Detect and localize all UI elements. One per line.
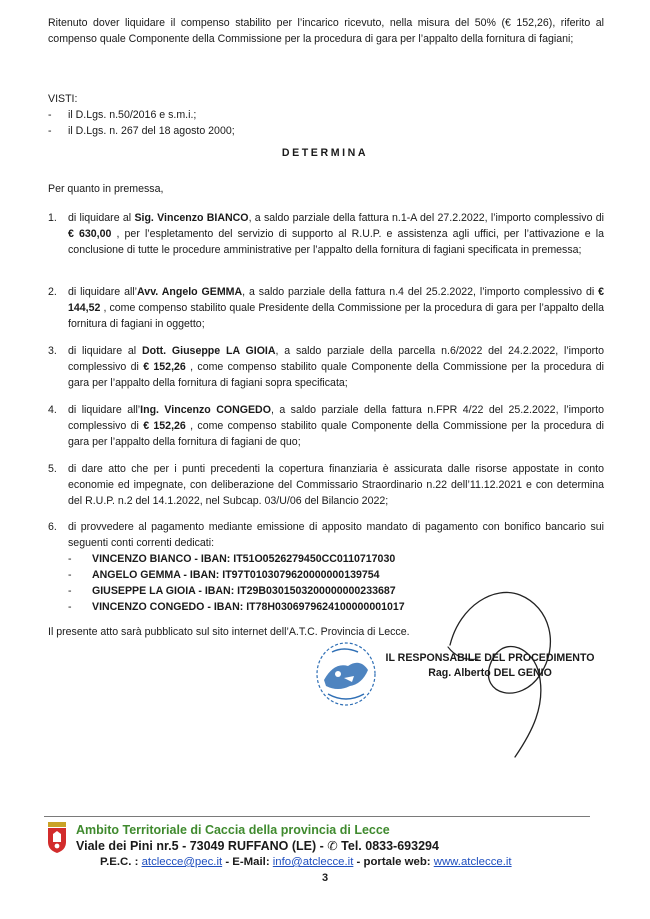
signature-block <box>380 651 600 681</box>
email-label: - E-Mail: <box>222 856 273 868</box>
pec-label: P.E.C. : <box>100 856 142 868</box>
amount: € 630,00 <box>68 228 112 240</box>
item-text-part: , come compenso stabilito quale Componente della Commissione per la procedura di gara per l’appalto della fornitura di fagiani de quo; <box>68 420 604 448</box>
publication-note: Il presente atto sarà pubblicato sul sito internet dell’A.T.C. Provincia di Lecce. <box>48 626 410 638</box>
amount: € 152,26 <box>143 420 186 432</box>
item-text-part: , a saldo parziale della fattura n.FPR 4/22 del 25.2.2022, l’importo complessivo di <box>68 404 604 432</box>
item-number: 3. <box>48 345 57 357</box>
item-number: 4. <box>48 404 57 416</box>
item-text-part: , come compenso stabilito quale Presidente della Commissione per la procedura di gara per l’appalto della fornitura di fagiani in oggetto; <box>68 302 604 330</box>
amount: € 152,26 <box>143 361 186 373</box>
item-text-part: , a saldo parziale della fattura n.4 del 25.2.2022, l’importo complessivo di <box>242 286 599 298</box>
premessa-line: Per quanto in premessa, <box>48 183 164 195</box>
item-number: 1. <box>48 212 57 224</box>
web-label: - portale web: <box>353 856 434 868</box>
amount: € 144,52 <box>68 286 604 314</box>
organization-name: Ambito Territoriale di Caccia della provincia di Lecce <box>76 823 390 837</box>
item-number: 5. <box>48 463 57 475</box>
website-link[interactable]: www.atclecce.it <box>433 856 512 868</box>
organization-contacts <box>76 854 576 870</box>
determina-item-1 <box>48 210 604 258</box>
item-text <box>68 284 604 332</box>
visti-item <box>48 123 604 139</box>
signer-name-text: Alberto DEL GENIO <box>453 667 552 679</box>
signer-name <box>380 666 600 681</box>
visti-label: VISTI: <box>48 93 78 105</box>
bank-account: VINCENZO BIANCO - IBAN: IT51O0526279450CC0110717030 <box>92 553 396 565</box>
visti-item-text: il D.Lgs. n.50/2016 e s.m.i.; <box>68 109 197 121</box>
item-text-part: di liquidare al <box>68 212 135 224</box>
payee-name: Ing. Vincenzo CONGEDO <box>140 404 271 416</box>
email-link[interactable]: info@atclecce.it <box>272 856 354 868</box>
province-crest-icon <box>46 822 68 854</box>
item-text-part: , a saldo parziale della fattura n.1-A del 27.2.2022, l’importo complessivo di <box>248 212 604 224</box>
item-text-part: , a saldo parziale della parcella n.6/2022 del 24.2.2022, l’importo complessivo di <box>68 345 605 373</box>
letterhead-footer <box>76 822 576 870</box>
list-dash: - <box>68 585 72 597</box>
pec-link[interactable]: atclecce@pec.it <box>141 856 223 868</box>
signer-role: IL RESPONSABILE DEL PROCEDIMENTO <box>385 652 595 664</box>
item-text-part: di liquidare all’ <box>68 286 138 298</box>
item-text-part: , per l’espletamento del servizio di supporto al R.U.P. e assistenza agli uffici, per l’attivazione e la conclusione di tutte le procedure amministrative per l’appalto della fornitura di fagiani specificata in premessa; <box>68 228 604 256</box>
payee-name: Dott. Giuseppe LA GIOIA <box>141 345 276 357</box>
item-text: di dare atto che per i punti precedenti la copertura finanziaria è assicurata dalle risorse appostate in conto economie ed impegnate, con deliberazione del Commissario Straordinario n.22 dell’11.12.2021 e con determina del R.U.P. n.2 del 14.1.2022, nel Subcap. 03/U/06 del Bilancio 2022; <box>68 463 604 507</box>
intro-paragraph: Ritenuto dover liquidare il compenso stabilito per l’incarico ricevuto, nella misura del 50% (€ 152,26), riferito al compenso quale Componente della Commissione per la procedura di gara per l’appalto della fornitura di fagiani; <box>48 17 604 45</box>
office-stamp-icon <box>314 640 378 708</box>
visti-item-text: il D.Lgs. n. 267 del 18 agosto 2000; <box>68 125 235 137</box>
item-text <box>68 343 604 391</box>
list-dash: - <box>48 125 52 137</box>
item-number: 6. <box>48 521 57 533</box>
determina-heading: DETERMINA <box>281 147 369 159</box>
payee-name: Avv. Angelo GEMMA <box>137 286 243 298</box>
visti-section <box>48 91 604 139</box>
footer-divider <box>44 816 590 817</box>
list-dash: - <box>68 553 72 565</box>
determina-item-5 <box>48 461 604 509</box>
list-dash: - <box>68 569 72 581</box>
item-number: 2. <box>48 286 57 298</box>
item-text: di provvedere al pagamento mediante emissione di apposito mandato di pagamento con bonifico bancario sui seguenti conti correnti dedicati: <box>68 521 604 549</box>
bank-account: ANGELO GEMMA - IBAN: IT97T0103079620000000139754 <box>92 569 380 581</box>
item-text-part: di liquidare al <box>68 345 142 357</box>
list-dash: - <box>68 601 72 613</box>
determina-item-3 <box>48 343 604 391</box>
page-number: 3 <box>321 872 329 884</box>
visti-item <box>48 107 604 123</box>
bank-account: VINCENZO CONGEDO - IBAN: IT78H0306979624100000001017 <box>92 601 405 613</box>
item-text <box>68 402 604 450</box>
item-text-part: di liquidare all’ <box>68 404 141 416</box>
determina-item-4 <box>48 402 604 450</box>
signer-prefix: Rag. <box>428 667 454 679</box>
item-text-part: , come compenso stabilito quale Componente della Commissione per la procedura di gara per l’appalto della fornitura di fagiani sopra specificata; <box>68 361 604 389</box>
payee-name: Sig. Vincenzo BIANCO <box>134 212 249 224</box>
organization-address: Viale dei Pini nr.5 - 73049 RUFFANO (LE) - ✆ Tel. 0833-693294 <box>76 839 439 853</box>
list-dash: - <box>48 109 52 121</box>
item-text <box>68 210 604 258</box>
bank-account: GIUSEPPE LA GIOIA - IBAN: IT29B0301503200000000233687 <box>92 585 396 597</box>
list-item <box>68 551 604 567</box>
determina-item-2 <box>48 284 604 332</box>
